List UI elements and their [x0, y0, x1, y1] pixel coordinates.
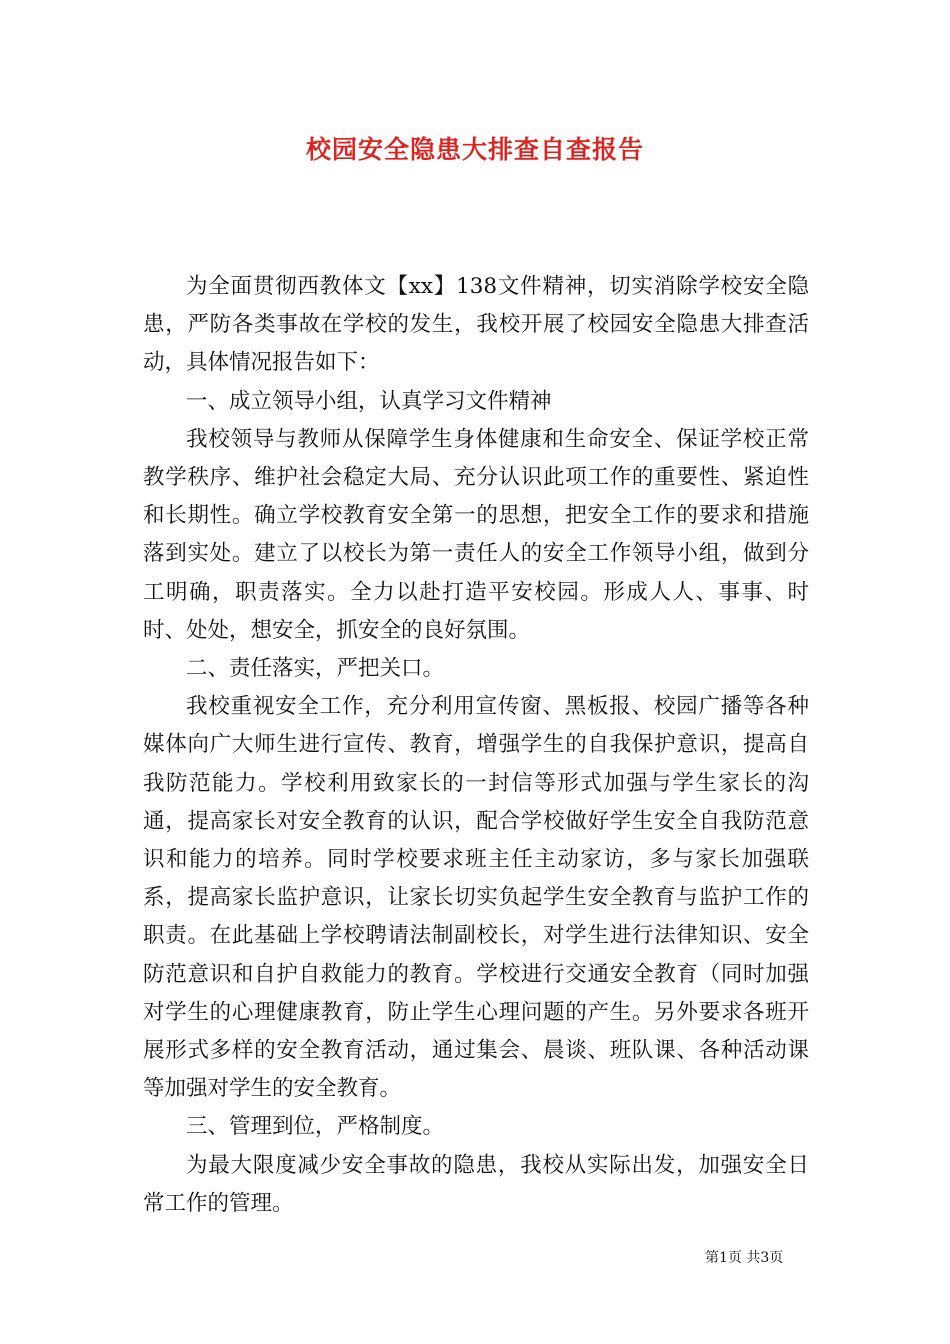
section-heading-3: 三、管理到位，严格制度。 — [186, 1114, 445, 1140]
page-number-footer: 第1页 共3页 — [705, 1250, 784, 1266]
document-body — [143, 268, 809, 1223]
paragraph-intro: 为全面贯彻西教体文【xx】138文件精神，切实消除学校安全隐患，严防各类事故在学校的发生，我校开展了校园安全隐患大排查活动，具体情况报告如下： — [143, 274, 809, 376]
section-heading-2: 二、责任落实，严把关口。 — [186, 656, 445, 682]
paragraph-section-2: 我校重视安全工作，充分利用宣传窗、黑板报、校园广播等各种媒体向广大师生进行宣传、教育，增强学生的自我保护意识，提高自我防范能力。学校利用致家长的一封信等形式加强与学生家长的沟通，提高家长对安全教育的认识，配合学校做好学生安全自我防范意识和能力的培养。同时学校要求班主任主动家访，多与家长加强联系，提高家长监护意识，让家长切实负起学生安全教育与监护工作的职责。在此基础上学校聘请法制副校长，对学生进行法律知识、安全防范意识和自护自救能力的教育。学校进行交通安全教育（同时加强对学生的心理健康教育，防止学生心理问题的产生。另外要求各班开展形式多样的安全教育活动，通过集会、晨谈、班队课、各种活动课等加强对学生的安全教育。 — [143, 694, 809, 1102]
paragraph-section-3: 为最大限度减少安全事故的隐患，我校从实际出发，加强安全日常工作的管理。 — [143, 1152, 809, 1216]
section-heading-1: 一、成立领导小组，认真学习文件精神 — [186, 388, 552, 414]
paragraph-section-1: 我校领导与教师从保障学生身体健康和生命安全、保证学校正常教学秩序、维护社会稳定大局、充分认识此项工作的重要性、紧迫性和长期性。确立学校教育安全第一的思想，把安全工作的要求和措施落到实处。建立了以校长为第一责任人的安全工作领导小组，做到分工明确，职责落实。全力以赴打造平安校园。形成人人、事事、时时、处处，想安全，抓安全的良好氛围。 — [143, 426, 809, 643]
document-title: 校园安全隐患大排查自查报告 — [305, 135, 644, 164]
